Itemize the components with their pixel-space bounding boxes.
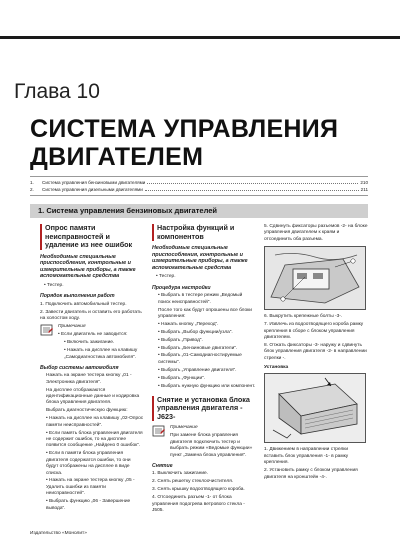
column-3 <box>264 224 368 483</box>
step: 3. Снять крышку водоотводящего короба. <box>152 487 245 493</box>
step-6: 6. Выкрутить крепежные болты -3-. <box>264 314 343 320</box>
toc-row[interactable] <box>30 179 368 186</box>
heading-configuration: Настройка функций и компонентов <box>152 224 256 241</box>
toc-row[interactable] <box>30 186 368 193</box>
install-step-1: 1. Движением в направлении стрелки вставить блок управления -1- в рамку крепления. <box>264 447 349 466</box>
tools-heading: Необходимые специальные приспособления, контрольные и измерительные приборы, а также вспомогательные средства <box>40 253 136 280</box>
installation-heading: Установка <box>264 365 289 371</box>
paragraph: • Выбрать в тестере режим „Ведомый поиск неисправностей“. <box>158 293 243 305</box>
tools-heading: Необходимые специальные приспособления, контрольные и измерительные приборы, а также вспомогательные средства <box>152 245 248 271</box>
heading-fault-memory: Опрос памяти неисправностей и удаление из нее ошибок <box>40 224 144 250</box>
paragraph: • Нажать кнопку „Переход“. <box>158 321 219 327</box>
paragraph: • Нажать на дисплее на клавишу „02-Опрос памяти неисправностей“. <box>46 416 144 428</box>
order-heading: Порядок выполнения работ <box>40 293 115 300</box>
note-block <box>40 324 144 361</box>
toc-number: 2. <box>30 187 34 192</box>
paragraph: Выбрать диагностическую функцию: <box>46 408 128 414</box>
note-line: • Нажать на дисплее на клавишу „Самодиагностика автомобиля“. <box>64 348 138 360</box>
step-5: 5. Сдвинуть фиксаторы разъемов -2- на блоке управления двигателем к краям и отсоединить оба разъема. <box>264 224 368 242</box>
note-icon <box>40 324 54 336</box>
paragraph: • Выбрать „Управление двигателя“. <box>158 367 237 373</box>
step-1: 1. Подключить автомобильный тестер. <box>40 301 127 307</box>
section-title: 1. Система управления бензиновых двигателей <box>38 206 218 215</box>
toc-leader <box>145 190 359 191</box>
toc-page: 210 <box>360 180 368 185</box>
paragraph: • Нажать на экране тестера кнопку „05 - Удалить ошибки из памяти неисправностей“. <box>46 478 135 497</box>
paragraph: • Выбрать „Выбор функции/узла“. <box>158 329 233 335</box>
column-2 <box>152 224 256 516</box>
toc-text: Система управления бензиновыми двигателями <box>42 180 146 185</box>
table-of-contents <box>30 176 368 196</box>
step-2: 2. Завести двигатель и оставить его работать на холостом ходу. <box>40 309 142 321</box>
toc-page: 211 <box>360 187 368 192</box>
chapter-label: Глава 10 <box>14 80 100 103</box>
procedure-heading: Процедура настройки <box>152 284 211 291</box>
tool-item: • Тестер. <box>44 282 64 288</box>
paragraph: • Если память блока управления двигателя не содержит ошибок, то на дисплее появится сообщение „Найдено 0 ошибок“. <box>46 430 143 449</box>
note-text: При замене блока управления двигателя подключить тестер и выбрать режим «Ведомые функции» пункт „Замена блока управления“. <box>170 433 253 458</box>
paragraph: • Выбрать нужную функцию или компонент. <box>158 383 256 389</box>
tool-item: • Тестер. <box>156 274 176 280</box>
toc-text: Система управления дизельными двигателями <box>42 187 143 192</box>
page-title: СИСТЕМА УПРАВЛЕНИЯ ДВИГАТЕЛЕМ <box>30 115 339 171</box>
paragraph: • Выбрать „01-Самодиагностируемые системы“. <box>158 353 242 365</box>
paragraph: После того как будут опрошены все блоки управления: <box>158 307 252 319</box>
install-step-2: 2. Установить рамку с блоком управления двигателя на кронштейн -4-. <box>264 468 358 480</box>
note-line: • Включить зажигание. <box>64 340 115 346</box>
note-icon-2 <box>152 425 166 437</box>
section-header <box>30 204 368 218</box>
publisher-footer: Издательство «Монолит» <box>30 531 87 536</box>
heading-ecu-removal: Снятие и установка блока управления двигателя -J623- <box>152 396 256 422</box>
step: 1. Выключить зажигание. <box>152 471 209 477</box>
select-heading: Выбор системы автомобиля <box>40 364 119 371</box>
paragraph: • Выбрать „Привод“. <box>158 337 203 343</box>
figure-installation <box>264 373 366 443</box>
paragraph: Нажать на экране тестера кнопку „01 - Электроника двигателя“. <box>46 373 132 385</box>
column-1 <box>40 224 144 513</box>
removal-subheading: Снятие <box>152 463 173 469</box>
paragraph: • Выбрать функцию „06 - Завершение вывода“. <box>46 499 131 511</box>
note-label: Примечание <box>170 425 198 431</box>
paragraph: • Если в памяти блока управления двигателя содержатся ошибки, то они будут отображены на дисплее в виде списка. <box>46 451 131 476</box>
toc-leader <box>147 183 358 184</box>
paragraph: • Выбрать „Бензиновые двигатели“. <box>158 345 238 351</box>
note-label: Примечания <box>58 324 86 330</box>
step: 2. Снять решетку стеклоочистителя. <box>152 479 234 485</box>
note-block <box>152 425 256 459</box>
paragraph: На дисплее отображаются идентификационные данные и кодировка блока управления двигателя. <box>46 387 140 406</box>
note-line: • Если двигатель не заводится: <box>58 332 128 338</box>
paragraph: • Выбрать „Функции“. <box>158 375 206 381</box>
step-8: 8. Отжать фиксаторы -3- наружу и сдвинуть блок управления двигателя -2- в направлении стрелки -. <box>264 342 367 361</box>
top-rule <box>0 36 400 39</box>
toc-number: 1. <box>30 180 34 185</box>
step-7: 7. Извлечь из водоотводящего короба рамку крепления в сборе с блоком управления двигателем. <box>264 322 364 340</box>
figure-connectors <box>264 246 366 310</box>
step: 4. Отсоединить разъем -1- от блока управления подогрева ветрового стекла -J505. <box>152 495 245 513</box>
